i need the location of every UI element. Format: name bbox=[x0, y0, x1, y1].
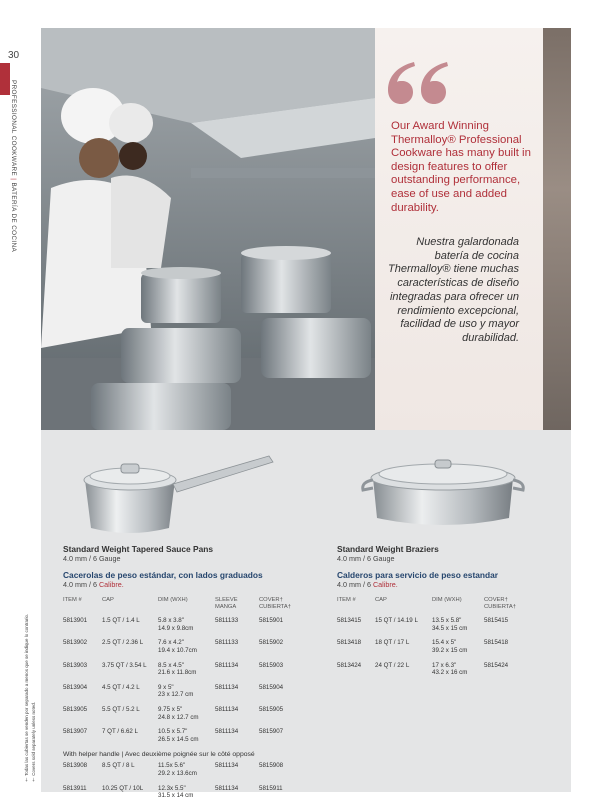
dimension-cell bbox=[158, 662, 215, 684]
item-cell: 5813418 bbox=[337, 639, 362, 647]
capacity-cell: 5.5 QT / 5.2 L bbox=[102, 705, 140, 713]
dimension-cm: 19.4 x 10.7cm bbox=[158, 646, 197, 654]
sauce-pans-gauge: 4.0 mm / 6 Gauge bbox=[63, 554, 121, 563]
capacity-cell: 1.5 QT / 1.4 L bbox=[102, 617, 140, 625]
braziers-table bbox=[337, 597, 534, 684]
cover-cell: 5815903 bbox=[259, 661, 284, 669]
braziers-gauge: 4.0 mm / 6 Gauge bbox=[337, 554, 395, 563]
col-cover bbox=[259, 597, 309, 617]
dimension-inches: 13.5 x 5.8" bbox=[432, 617, 462, 625]
dimension-inches: 5.8 x 3.8" bbox=[158, 617, 184, 625]
sleeve-cell: 5811133 bbox=[215, 639, 239, 647]
kitchen-chefs-photo bbox=[41, 28, 375, 430]
table-row bbox=[63, 706, 309, 728]
quote-panel bbox=[375, 28, 543, 430]
dimension-cm: 29.2 x 13.6cm bbox=[158, 769, 197, 777]
sauce-pans-title-es: Cacerolas de peso estándar, con lados graduados bbox=[63, 570, 263, 580]
item-cell: 5813907 bbox=[63, 728, 88, 736]
capacity-cell: 8.5 QT / 8 L bbox=[102, 762, 135, 770]
gauge-es-word: Calibre. bbox=[372, 580, 398, 589]
dimension-cell bbox=[158, 706, 215, 728]
dimension-cm: 39.2 x 15 cm bbox=[432, 646, 468, 654]
table-row bbox=[63, 639, 309, 661]
sleeve-cell: 5811134 bbox=[215, 705, 239, 713]
col-cover-es: CUBIERTA† bbox=[484, 603, 516, 610]
dimension-inches: 12.3x 5.5" bbox=[158, 784, 186, 792]
dimension-cell bbox=[158, 684, 215, 706]
dimension-inches: 17 x 6.3" bbox=[432, 661, 457, 669]
photo-edge-strip bbox=[543, 28, 571, 430]
sauce-pans-title: Standard Weight Tapered Sauce Pans bbox=[63, 544, 214, 554]
dimension-cell bbox=[158, 639, 215, 661]
cover-cell: 5815905 bbox=[259, 705, 284, 713]
capacity-cell: 18 QT / 17 L bbox=[375, 639, 410, 647]
dimension-inches: 10.5 x 5.7" bbox=[158, 728, 188, 736]
dimension-cell bbox=[432, 639, 484, 661]
capacity-cell: 15 QT / 14.19 L bbox=[375, 617, 418, 625]
dimension-inches: 15.4 x 5" bbox=[432, 639, 457, 647]
helper-handle-heading: With helper handle | Avec deuxième poignée sur le côté opposé bbox=[63, 751, 255, 759]
item-cell: 5813424 bbox=[337, 661, 362, 669]
table-row bbox=[63, 762, 309, 784]
running-header-es: BATERÍA DE COCINA bbox=[10, 182, 17, 253]
capacity-cell: 24 QT / 22 L bbox=[375, 661, 410, 669]
dimension-cm: 23 x 12.7 cm bbox=[158, 691, 194, 699]
gauge-es-prefix: 4.0 mm / 6 bbox=[337, 580, 373, 589]
sleeve-cell: 5811134 bbox=[215, 728, 239, 736]
running-header-en: PROFESSIONAL COOKWARE bbox=[10, 80, 17, 177]
sauce-pans-table bbox=[63, 597, 309, 750]
cover-cell: 5815911 bbox=[259, 784, 283, 792]
item-cell: 5813902 bbox=[63, 639, 88, 647]
sleeve-cell: 5811134 bbox=[215, 784, 239, 792]
item-cell: 5813904 bbox=[63, 683, 88, 691]
brazier-image bbox=[359, 452, 527, 532]
page-number: 30 bbox=[8, 50, 20, 61]
quote-spanish: Nuestra galardonada batería de cocina Thermalloy® tiene muchas características de diseño integradas para ofrecer un rendimiento excepcional, facilidad de uso y mayor durabilidad. bbox=[388, 236, 519, 344]
capacity-cell: 4.5 QT / 4.2 L bbox=[102, 683, 140, 691]
cover-cell: 5815907 bbox=[259, 728, 284, 736]
item-cell: 5813905 bbox=[63, 705, 88, 713]
table-row bbox=[63, 662, 309, 684]
gauge-es-word: Calibre. bbox=[98, 580, 124, 589]
col-dim: DIM (WXH) bbox=[158, 597, 188, 603]
col-cover-en: COVER† bbox=[484, 597, 508, 603]
dimension-cell bbox=[158, 728, 215, 750]
col-cap: CAP bbox=[102, 597, 114, 603]
sleeve-cell: 5811133 bbox=[215, 617, 239, 625]
item-cell: 5813908 bbox=[63, 762, 88, 770]
cover-cell: 5815424 bbox=[484, 661, 509, 669]
table-row bbox=[63, 785, 309, 807]
running-header bbox=[3, 80, 17, 253]
col-item: ITEM # bbox=[337, 597, 356, 603]
table-row bbox=[337, 617, 534, 639]
dimension-inches: 7.6 x 4.2" bbox=[158, 639, 184, 647]
item-cell: 5813911 bbox=[63, 784, 87, 792]
item-cell: 5813903 bbox=[63, 661, 88, 669]
cover-cell: 5815902 bbox=[259, 639, 284, 647]
footnote-es: † Todas las cubiertas se venden por separado a menos que se indique lo contrario. bbox=[24, 613, 29, 782]
sleeve-cell: 5811134 bbox=[215, 762, 239, 770]
capacity-cell: 3.75 QT / 3.54 L bbox=[102, 661, 147, 669]
col-sleeve-en: SLEEVE bbox=[215, 597, 238, 603]
running-header-separator: | bbox=[10, 176, 17, 183]
dimension-cell bbox=[158, 762, 215, 784]
table-row bbox=[337, 662, 534, 684]
cover-cell: 5815904 bbox=[259, 683, 284, 691]
footnote-en: † Covers sold separately unless noted. bbox=[31, 701, 36, 782]
col-cover-es: CUBIERTA† bbox=[259, 603, 291, 610]
table-row bbox=[63, 617, 309, 639]
dimension-inches: 9 x 5" bbox=[158, 683, 174, 691]
dimension-cell bbox=[432, 617, 484, 639]
dimension-cell bbox=[158, 617, 215, 639]
quotation-mark-icon bbox=[384, 58, 450, 106]
dimension-cm: 34.5 x 15 cm bbox=[432, 624, 468, 632]
sauce-pans-section bbox=[63, 544, 323, 807]
col-sleeve bbox=[215, 597, 259, 617]
cover-cell: 5815418 bbox=[484, 639, 509, 647]
item-cell: 5813901 bbox=[63, 617, 88, 625]
dimension-cell bbox=[158, 785, 215, 807]
dimension-inches: 9.75 x 5" bbox=[158, 705, 183, 713]
table-header-row bbox=[63, 597, 309, 617]
sauce-pan-image bbox=[79, 450, 279, 540]
braziers-gauge-es bbox=[337, 580, 557, 589]
sleeve-cell: 5811134 bbox=[215, 661, 239, 669]
capacity-cell: 2.5 QT / 2.36 L bbox=[102, 639, 144, 647]
cover-cell: 5815415 bbox=[484, 617, 509, 625]
footnotes bbox=[14, 522, 36, 782]
dimension-cm: 24.8 x 12.7 cm bbox=[158, 713, 199, 721]
col-item: ITEM # bbox=[63, 597, 82, 603]
sleeve-cell: 5811134 bbox=[215, 683, 239, 691]
table-row bbox=[63, 728, 309, 750]
col-dim: DIM (WXH) bbox=[432, 597, 462, 603]
dimension-cm: 21.6 x 11.8cm bbox=[158, 669, 197, 677]
dimension-cm: 14.9 x 9.8cm bbox=[158, 624, 194, 632]
dimension-cm: 26.5 x 14.5 cm bbox=[158, 735, 199, 743]
sauce-pans-gauge-es bbox=[63, 580, 323, 589]
dimension-cm: 43.2 x 16 cm bbox=[432, 669, 468, 677]
table-row bbox=[337, 639, 534, 661]
braziers-section bbox=[337, 544, 557, 684]
braziers-title: Standard Weight Braziers bbox=[337, 544, 439, 554]
quote-english: Our Award Winning Thermalloy® Professional Cookware has many built in design features to offer outstanding performance, ease of use and added durability. bbox=[391, 120, 531, 214]
col-sleeve-es: MANGA bbox=[215, 603, 237, 610]
table-header-row bbox=[337, 597, 534, 617]
cover-cell: 5815901 bbox=[259, 617, 284, 625]
gauge-es-prefix: 4.0 mm / 6 bbox=[63, 580, 99, 589]
col-cover bbox=[484, 597, 534, 617]
product-panel bbox=[41, 430, 571, 800]
dimension-inches: 11.5x 5.6" bbox=[158, 762, 186, 770]
helper-handle-table bbox=[63, 762, 309, 806]
table-row bbox=[63, 684, 309, 706]
item-cell: 5813415 bbox=[337, 617, 362, 625]
dimension-cell bbox=[432, 662, 484, 684]
braziers-title-es: Calderos para servicio de peso estandar bbox=[337, 570, 499, 580]
dimension-inches: 8.5 x 4.5" bbox=[158, 661, 184, 669]
col-cover-en: COVER† bbox=[259, 597, 283, 603]
cover-cell: 5815908 bbox=[259, 762, 284, 770]
capacity-cell: 10.25 QT / 10L bbox=[102, 784, 144, 792]
col-cap: CAP bbox=[375, 597, 387, 603]
dimension-cm: 31.5 x 14 cm bbox=[158, 792, 194, 800]
capacity-cell: 7 QT / 6.62 L bbox=[102, 728, 139, 736]
